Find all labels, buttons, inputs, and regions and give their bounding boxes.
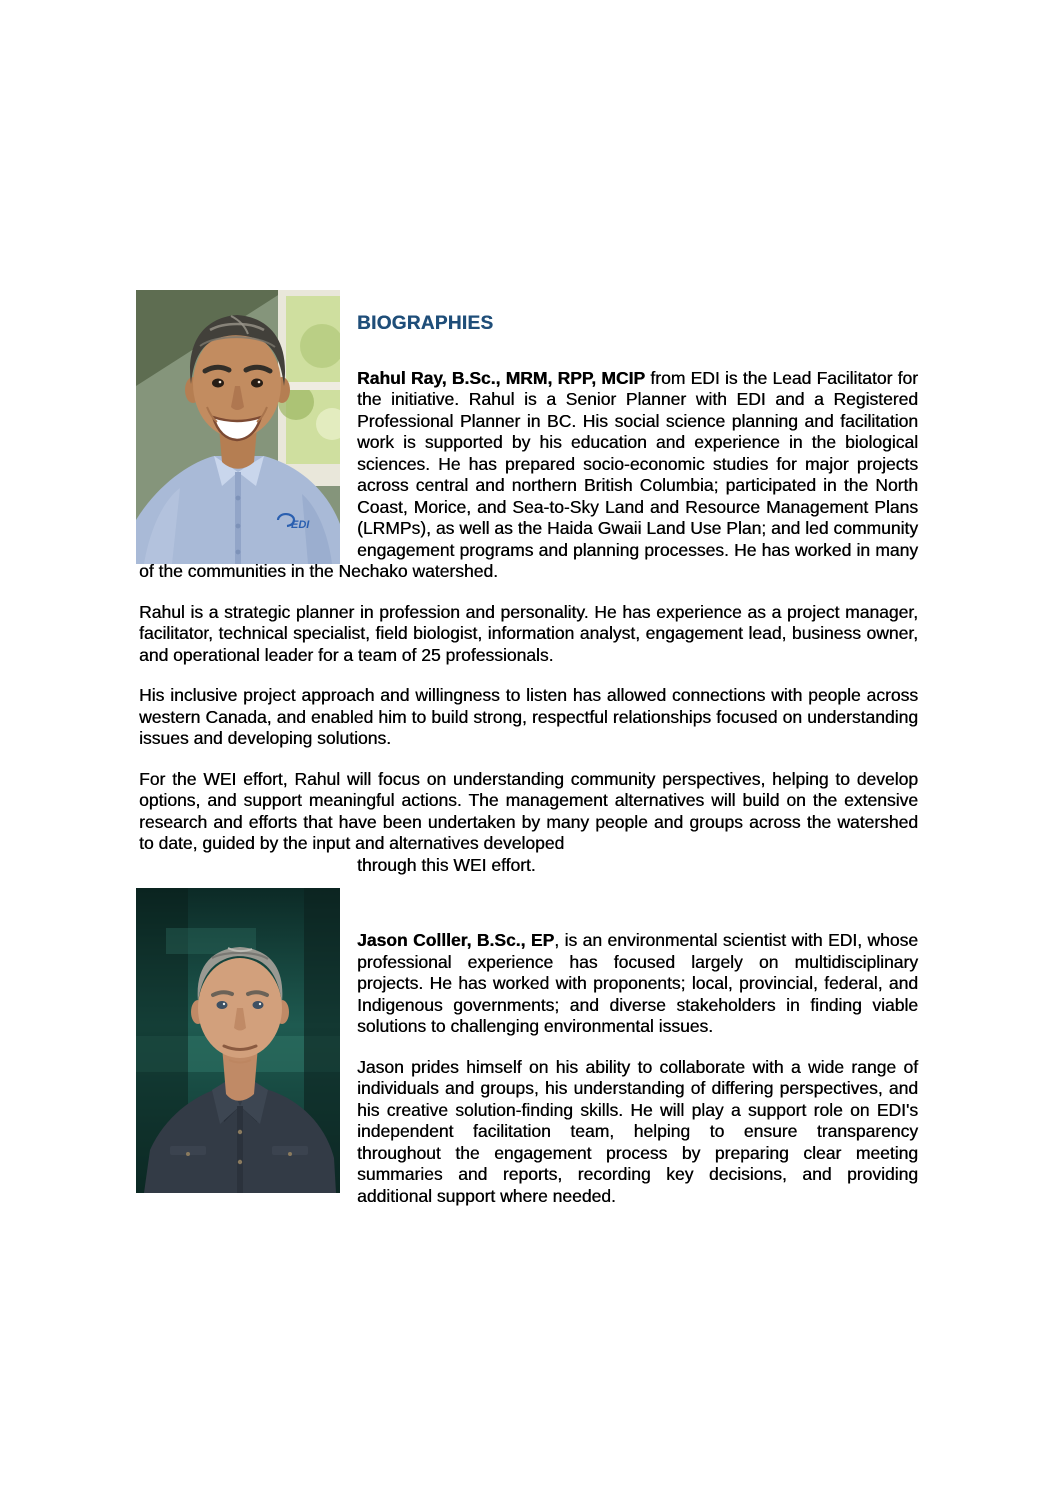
page-title: BIOGRAPHIES — [357, 313, 494, 334]
rahul-paragraph-2-text: Rahul is a strategic planner in profession and personality. He has experience as a project manager, facilitator, technical specialist, field biologist, information analyst, engagement lead, business owner, and operational leader for a team of 25 professionals. — [139, 601, 918, 665]
rahul-paragraph-4-text: For the WEI effort, Rahul will focus on understanding community perspectives, helping to develop options, and support meaningful actions. The management alternatives will build on the extensive research and efforts that have been undertaken by many people and groups across the watershed to date, guided by the input and alternatives developed — [139, 768, 918, 853]
jason-photo — [136, 888, 340, 1193]
jason-paragraph-2-text: Jason prides himself on his ability to collaborate with a wide range of individuals and groups, his understanding of differing perspectives, and his creative solution-finding skills. He will play a support role on EDI's independent facilitation team, helping to ensure transparency throughout the engagement process by preparing clear meeting summaries and reports, recording key decisions, and providing additional support where needed. — [357, 1056, 918, 1206]
jason-portrait-illustration — [136, 888, 340, 1193]
rahul-name-bold: Rahul Ray, B.Sc., MRM, RPP, MCIP — [357, 367, 646, 388]
jason-name-bold: Jason Colller, B.Sc., EP — [357, 930, 555, 950]
edi-logo-text: EDI — [291, 519, 310, 531]
jason-paragraph-1-text: , is an environmental scientist with EDI, whose professional experience has focused largely on multidisciplinary projects. He has worked with proponents; local, provincial, federal, and Indigenous governments; and diverse stakeholders in finding viable solutions to challenging environmental issues. — [357, 930, 918, 1036]
rahul-paragraph-3-text: His inclusive project approach and willingness to listen has allowed connections with people across western Canada, and enabled him to build strong, respectful relationships focused on understanding issues and developing solutions. — [139, 685, 918, 748]
rahul-paragraph-3 — [139, 685, 918, 750]
jason-paragraph-1 — [139, 930, 918, 1038]
rahul-paragraph-4 — [139, 769, 918, 855]
rahul-paragraph-2 — [139, 602, 918, 667]
rahul-paragraph-4-last-line: through this WEI effort. — [357, 854, 536, 875]
rahul-paragraph-1-text: from EDI is the Lead Facilitator for the initiative. Rahul is a Senior Planner with EDI and a Registered Professional Planner in BC. His social science planning and facilitation work is supported by his education and experience in the biological sciences. He has prepared socio-economic studies for major projects across central and northern British Columbia; participated in the North Coast, Morice, and Sea-to-Sky Land and Resource Management Plans (LRMPs), as well as the Haida Gwaii Land Use Plan; and led community engagement programs and planning processes. He has worked in many of the communities in the Nechako watershed. — [139, 367, 918, 581]
rahul-portrait-illustration — [136, 290, 340, 564]
rahul-photo — [136, 290, 340, 564]
